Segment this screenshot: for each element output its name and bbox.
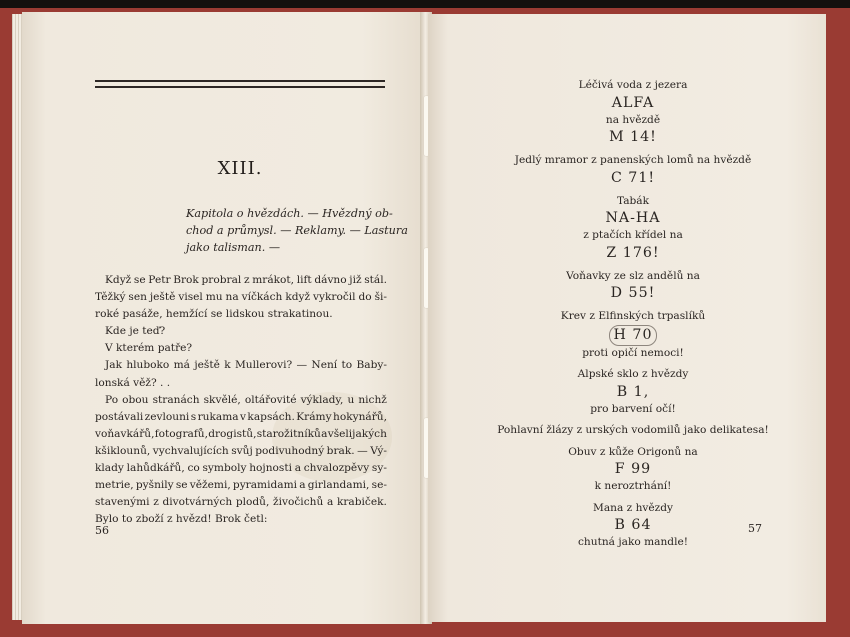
body-line: Těžký sen ještě visel mu na víčkách když vykročil do ši- <box>95 291 387 304</box>
advert-code: C 71! <box>610 169 656 186</box>
body-line: Když se Petr Brok probral z mrákot, lift dávno již stál. <box>105 274 387 286</box>
page-number-right: 57 <box>748 522 762 535</box>
epigraph-line: jako talisman. — <box>186 241 281 255</box>
body-line: voňavkářů, fotografů, drogistů, starožitníků a všelijakých <box>95 427 387 440</box>
advert-code: Z 176! <box>606 244 660 261</box>
body-line: lonská věž? . . <box>95 376 171 389</box>
advert-text: Mana z hvězdy <box>592 501 674 514</box>
body-line: postávali zevlouni s rukama v kapsách. Krámy hokynářů, <box>95 410 387 423</box>
advert-text: Tabák <box>616 194 650 207</box>
advert-text: na hvězdě <box>605 113 661 126</box>
advert-text: proti opičí nemoci! <box>582 346 684 359</box>
advert-text: z ptačích křídel na <box>583 229 683 241</box>
epigraph-line: chod a průmysl. — Reklamy. — Lastura <box>186 224 408 238</box>
advert-code: B 1, <box>616 383 650 400</box>
decorative-rule-bottom <box>95 86 385 88</box>
advert-code <box>448 325 818 346</box>
body-line: stavenými z divotvárných plodů, živočichů a krabiček. <box>95 496 387 509</box>
body-line: Bylo to zboží z hvězd! Brok četl: <box>95 513 268 526</box>
body-text <box>95 272 387 528</box>
body-line: Kde je teď? <box>105 325 166 338</box>
advert-code: M 14! <box>609 129 657 145</box>
epigraph-line: Kapitola o hvězdách. — Hvězdný ob- <box>186 207 393 220</box>
advert-list <box>448 78 818 551</box>
body-line: V kterém patře? <box>105 342 193 355</box>
advert-text: Jedlý mramor z panenských lomů na hvězdě <box>514 154 752 166</box>
advert-code: NA-HA <box>605 210 661 226</box>
body-line: Jak hluboko má ještě k Mullerovi? — Není to Baby- <box>105 359 387 372</box>
advert-text: Alpské sklo z hvězdy <box>577 368 689 380</box>
advert-text: Voňavky ze slz andělů na <box>566 269 700 282</box>
chapter-number: XIII. <box>217 158 263 179</box>
advert-text: chutná jako mandle! <box>578 536 688 548</box>
advert-code: D 55! <box>610 285 656 301</box>
advert-text: Obuv z kůže Origonů na <box>568 445 698 458</box>
advert-text: pro barvení očí! <box>590 402 676 415</box>
advert-text: Pohlavní žlázy z urských vodomilů jako delikatesa! <box>497 424 769 436</box>
advert-code: ALFA <box>611 94 655 111</box>
body-line: metrie, pyšnily se věžemi, pyramidami a girlandami, se- <box>95 479 387 492</box>
decorative-rule-top <box>95 80 385 82</box>
cover-top-edge <box>0 0 850 8</box>
body-line: roké pasáže, hemžící se lidskou strakatinou. <box>95 308 333 321</box>
body-line: klady lahůdkářů, co symboly hojnosti a chvalozpěvy sy- <box>95 462 387 475</box>
body-line: kšiklounů, vychvalujících svůj podivuhodný brak. — Vý- <box>95 444 387 457</box>
page-number-left: 56 <box>95 524 109 537</box>
chapter-epigraph <box>186 205 408 257</box>
advert-text: Léčivá voda z jezera <box>578 79 688 91</box>
advert-code: F 99 <box>614 461 652 477</box>
advert-code: B 64 <box>614 517 652 533</box>
advert-text: Krev z Elfinských trpaslíků <box>560 310 706 322</box>
circled-code: H 70 <box>609 325 658 346</box>
body-line: Po obou stranách skvělé, oltářovité výklady, u nichž <box>105 393 387 406</box>
advert-text: k neroztrhání! <box>594 480 672 492</box>
